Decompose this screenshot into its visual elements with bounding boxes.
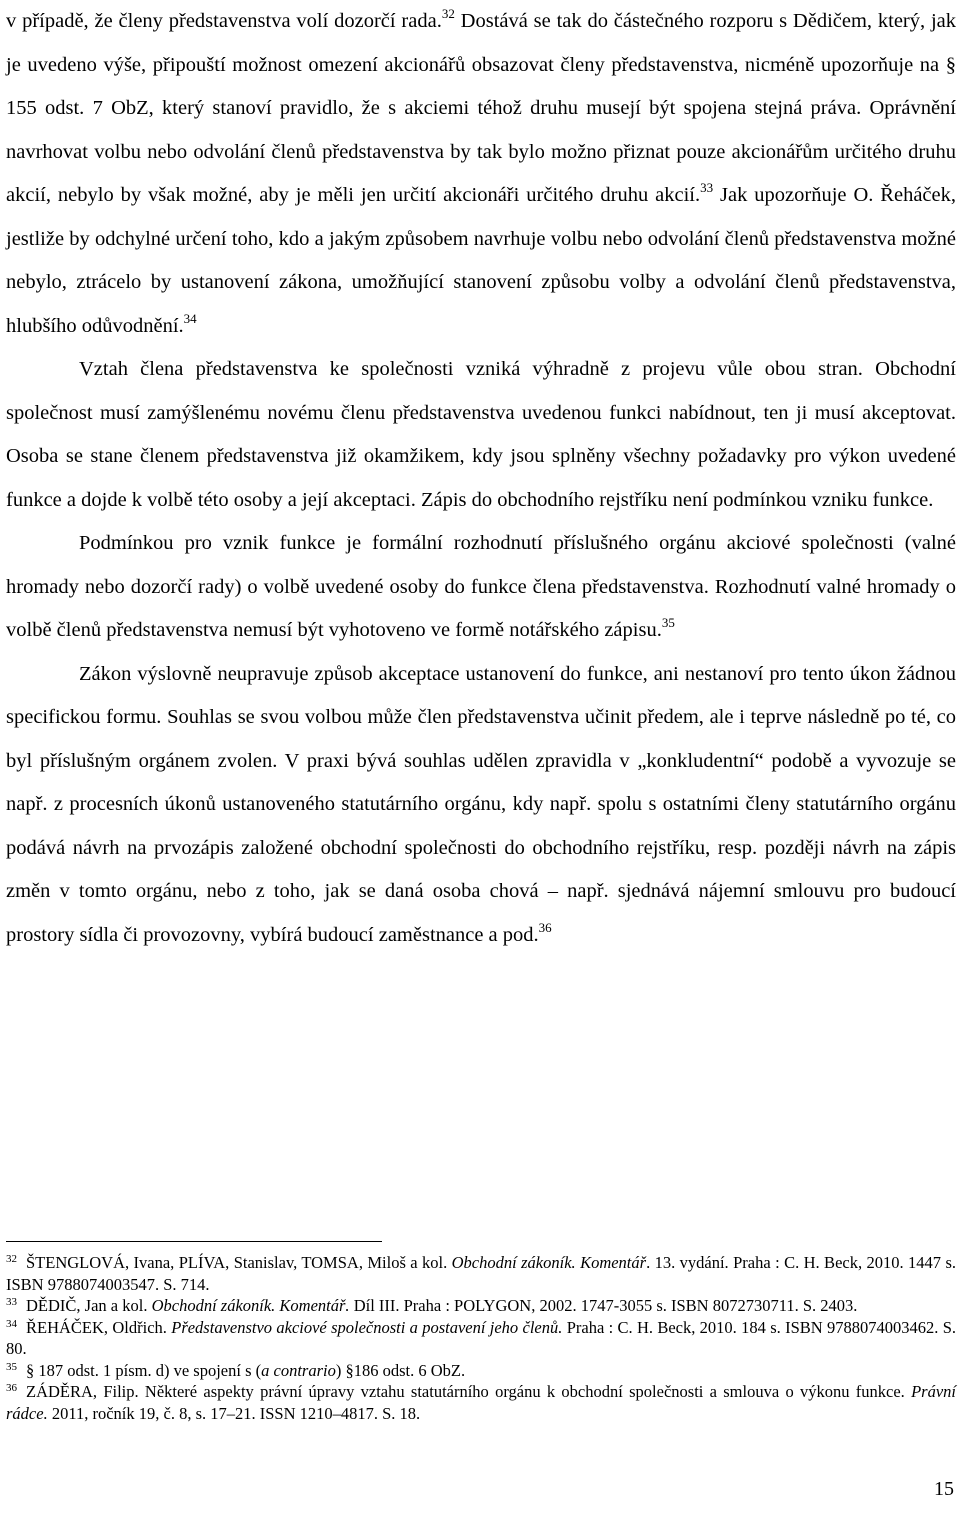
footnote [6,1295,956,1317]
text-run: Jak upozorňuje O. Řeháček, jestliže by odchylné určení toho, kdo a jakým způsobem navrhuje volbu nebo odvolání členů představenstva možné nebylo, ztrácelo by ustanovení zákona, umožňující stanovení způsobu volby a odvolání členů představenstva, hlubšího odůvodnění. [6,184,956,337]
text-run: ŠTENGLOVÁ, Ivana, PLÍVA, Stanislav, TOMSA, Miloš a kol. [26,1253,452,1272]
paragraph [6,522,956,653]
italic-text: Obchodní zákoník. Komentář. [151,1296,350,1315]
footnote-reference: 35 [661,615,675,630]
text-run: Praha : C. H. Beck, 2010. 184 s. ISBN 9788074003462. S. 80. [6,1317,956,1358]
italic-text: a contrario [261,1360,336,1380]
footnote-number: 35 [6,1360,17,1373]
footnote-number: 36 [6,1382,17,1394]
text-run: Dostává se tak do částečného rozporu s Dědičem, který, jak je uvedeno výše, připouští možnost omezení akcionářů obsazovat členy představenstva, nicméně upozorňuje na § 155 odst. 7 ObZ, který stanoví pravidlo, že s akciemi téhož druhu musejí být spojena stejná práva. Oprávnění navrhovat volbu nebo odvolání členů představenstva by tak bylo možno přiznat pouze akcionářům určitého druhu akcií, nebylo by však možné, aby je měli jen určití akcionáři určitého druhu akcií. [6,10,957,206]
text-run: Díl III. Praha : POLYGON, 2002. 1747-3055 s. ISBN 8072730711. S. 2403. [349,1296,858,1315]
text-run: . 13. vydání. Praha : C. H. Beck, 2010. 1447 s. ISBN 9788074003547. S. 714. [6,1253,956,1294]
italic-text: Představenstvo akciové společnosti a postavení jeho členů. [171,1317,563,1337]
paragraph [6,653,956,958]
footnotes [6,1252,956,1424]
text-run: ZÁDĚRA, Filip. Některé aspekty právní úpravy vztahu statutárního orgánu k obchodní společnosti a smlouva o výkonu funkce. [26,1382,912,1401]
text-run: DĚDIČ, Jan a kol. [26,1296,152,1315]
footnote-number: 33 [6,1296,17,1308]
document-page [6,0,956,957]
footnote-reference: 36 [538,919,552,935]
footnote [6,1317,956,1360]
text-run: ŘEHÁČEK, Oldřich. [26,1317,172,1337]
text-run: v případě, že členy představenstva volí dozorčí rada. [6,10,442,32]
body-text [6,0,956,957]
text-run: Zákon výslovně neupravuje způsob akceptace ustanovení do funkce, ani nestanoví pro tento úkon žádnou specifickou formu. Souhlas se svou volbou může člen představenstva učinit předem, ale i teprve následně po té, co byl příslušným orgánem zvolen. V praxi bývá souhlas udělen zpravidla v „konkludentní“ podobě a vyvozuje se např. z procesních úkonů ustanoveného statutárního orgánu, kdy např. spolu s ostatními členy statutárního orgánu podává návrh na prvozápis založené obchodní společnosti do obchodního rejstříku, resp. později návrh na zápis změn v tomto orgánu, nebo z toho, jak se daná osoba chová – např. sjednává nájemní smlouvu pro budoucí prostory sídla či provozovny, vybírá budoucí zaměstnance a pod. [6,662,956,946]
paragraph [6,0,956,348]
page-number: 15 [934,1478,954,1500]
italic-text: Obchodní zákoník. Komentář [451,1253,647,1272]
footnote-reference: 34 [183,310,197,326]
footnote [6,1360,956,1382]
footnote-divider [6,1241,382,1242]
paragraph [6,348,956,522]
footnote [6,1252,956,1295]
footnote-number: 32 [6,1253,17,1265]
text-run: § 187 odst. 1 písm. d) ve spojení s ( [26,1360,262,1380]
footnote-number: 34 [6,1317,17,1330]
text-run: Vztah člena představenstva ke společnosti vzniká výhradně z projevu vůle obou stran. Obchodní společnost musí zamýšlenému novému členu představenstva uvedenou funkci nabídnout, ten ji musí akceptovat. Osoba se stane členem představenstva již okamžikem, kdy jsou splněny všechny požadavky pro výkon uvedené funkce a dojde k volbě této osoby a její akceptaci. Zápis do obchodního rejstříku není podmínkou vzniku funkce. [6,358,956,511]
footnote-reference: 32 [441,6,455,21]
text-run: ) §186 odst. 6 ObZ. [335,1360,466,1380]
italic-text: Právní rádce. [6,1382,956,1423]
footnote-reference: 33 [700,180,714,195]
text-run: Podmínkou pro vznik funkce je formální rozhodnutí příslušného orgánu akciové společnosti (valné hromady nebo dozorčí rady) o volbě uvedené osoby do funkce člena představenstva. Rozhodnutí valné hromady o volbě členů představenstva nemusí být vyhotoveno ve formě notářského zápisu. [6,532,956,641]
text-run: 2011, ročník 19, č. 8, s. 17–21. ISSN 1210–4817. S. 18. [47,1403,421,1423]
footnote [6,1381,956,1424]
